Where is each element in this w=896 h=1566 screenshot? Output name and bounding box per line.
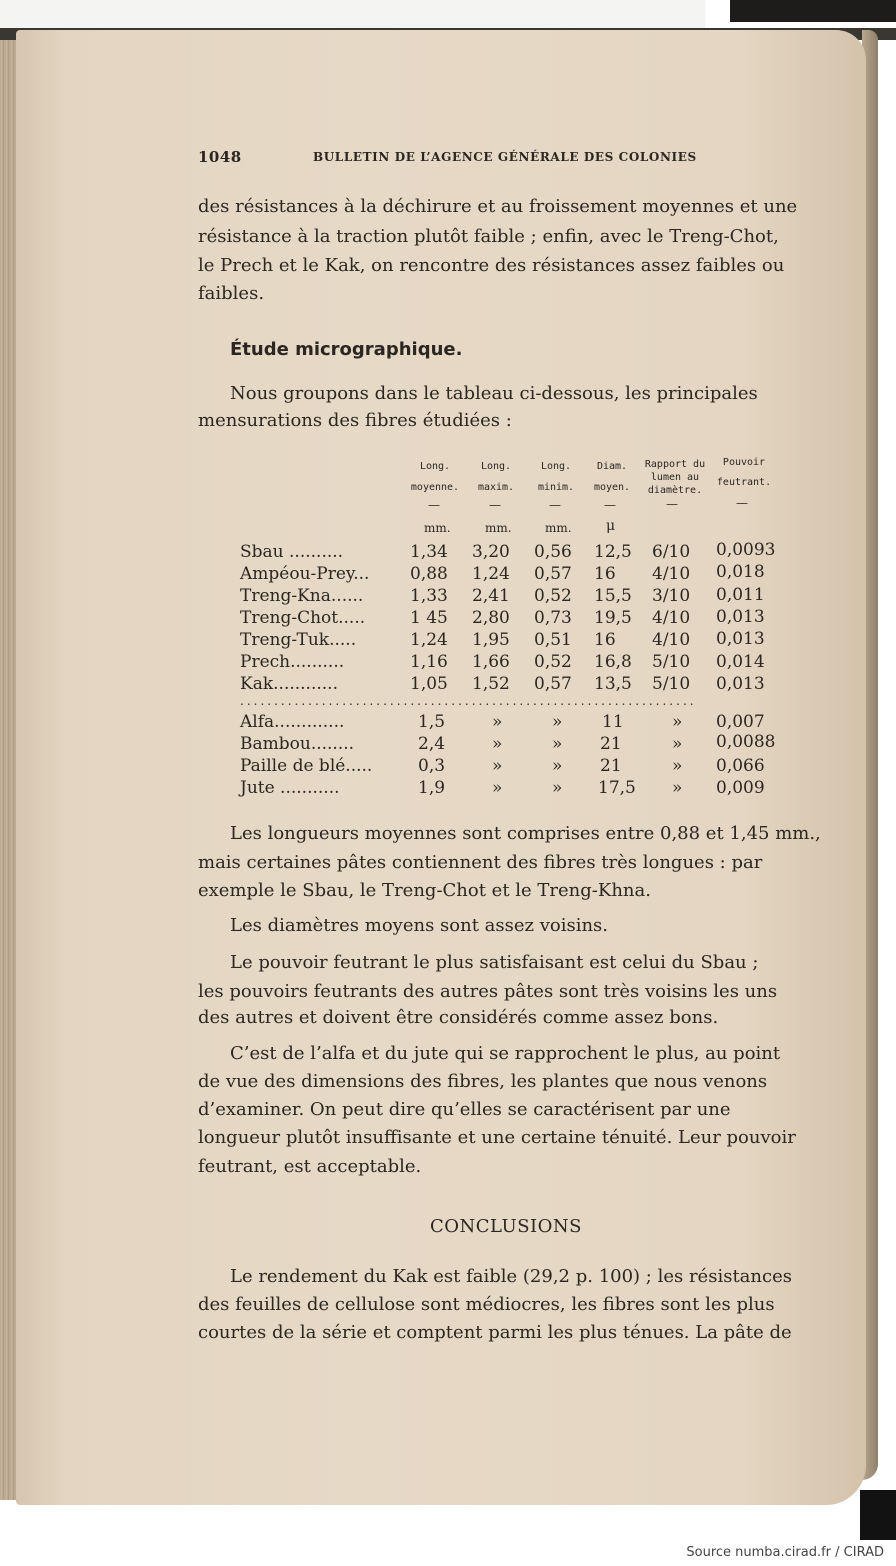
text-line: C’est de l’alfa et du jute qui se rapprochent le plus, au point	[230, 1043, 781, 1064]
text-line: d’examiner. On peut dire qu’elles se caractérisent par une	[198, 1099, 731, 1120]
text-line: feutrant, est acceptable.	[198, 1156, 422, 1177]
text-line: les pouvoirs feutrants des autres pâtes sont très voisins les uns	[198, 981, 778, 1002]
text-line: Le pouvoir feutrant le plus satisfaisant est celui du Sbau ;	[230, 952, 759, 973]
column-header: Long. minim.	[537, 461, 575, 493]
running-title: BULLETIN DE L’AGENCE GÉNÉRALE DES COLONIES	[313, 150, 697, 164]
header-dash: —	[604, 498, 616, 512]
header-dash: —	[549, 498, 561, 512]
text-line: des résistances à la déchirure et au froissement moyennes et une	[198, 196, 798, 217]
header-dash: —	[489, 498, 501, 512]
text-line: des feuilles de cellulose sont médiocres, les fibres sont les plus	[198, 1294, 775, 1315]
unit-label: μ	[606, 518, 616, 534]
column-header: Rapport du lumen au diamètre.	[644, 459, 706, 496]
text-line: exemple le Sbau, le Treng-Chot et le Treng-Khna.	[198, 880, 651, 901]
text-line: le Prech et le Kak, on rencontre des résistances assez faibles ou	[198, 255, 785, 276]
table-row: Jute ........... 1,9 » » 17,5 » 0,009	[240, 778, 765, 798]
page-header	[198, 148, 738, 168]
text-line: faibles.	[198, 283, 265, 304]
section-subheading: Étude micrographique.	[230, 339, 463, 360]
source-credit: Source numba.cirad.fr / CIRAD	[686, 1545, 884, 1560]
table-row: Kak............ 1,05 1,52 0,57 13,5 5/10 0,013	[240, 674, 765, 694]
header-dash: —	[736, 496, 748, 510]
table-row: Treng-Tuk..... 1,24 1,95 0,51 16 4/10 0,013	[240, 629, 765, 650]
table-row: Bambou........ 2,4 » » 21 » 0,0088	[240, 732, 776, 754]
header-dash: —	[428, 498, 440, 512]
background-dark-corner	[730, 0, 896, 22]
column-header: Pouvoir feutrant.	[716, 457, 772, 488]
column-header: Diam. moyen.	[593, 461, 631, 493]
conclusions-heading: CONCLUSIONS	[430, 1216, 582, 1237]
text-line: Nous groupons dans le tableau ci-dessous, les principales	[230, 383, 758, 404]
text-line: résistance à la traction plutôt faible ; enfin, avec le Treng-Chot,	[198, 226, 779, 247]
table-row: Treng-Kna...... 1,33 2,41 0,52 15,5 3/10 0,011	[240, 585, 765, 606]
text-line: Le rendement du Kak est faible (29,2 p. 100) ; les résistances	[230, 1266, 792, 1287]
table-row: Treng-Chot..... 1 45 2,80 0,73 19,5 4/10 0,013	[240, 607, 765, 628]
background-dark-bottom	[860, 1490, 896, 1540]
text-line: des autres et doivent être considérés comme assez bons.	[198, 1007, 719, 1028]
text-line: Les longueurs moyennes sont comprises entre 0,88 et 1,45 mm.,	[230, 823, 821, 844]
text-line: mais certaines pâtes contiennent des fibres très longues : par	[198, 852, 763, 873]
table-separator: ...................................................................	[240, 694, 697, 706]
table-row: Ampéou-Prey... 0,88 1,24 0,57 16 4/10 0,018	[240, 562, 765, 584]
table-row: Alfa............. 1,5 » » 11 » 0,007	[240, 712, 765, 732]
column-header: Long. moyenne.	[410, 461, 460, 493]
header-dash: —	[666, 497, 678, 511]
text-line: de vue des dimensions des fibres, les plantes que nous venons	[198, 1071, 768, 1092]
background-top	[0, 0, 705, 28]
table-row: Paille de blé..... 0,3 » » 21 » 0,066	[240, 756, 765, 776]
table-row: Sbau .......... 1,34 3,20 0,56 12,5 6/10 0,0093	[240, 540, 776, 562]
text-line: mensurations des fibres étudiées :	[198, 410, 512, 431]
text-line: longueur plutôt insuffisante et une certaine ténuité. Leur pouvoir	[198, 1127, 796, 1148]
page-number: 1048	[198, 148, 242, 166]
unit-label: mm.	[424, 521, 451, 535]
table-row: Prech.......... 1,16 1,66 0,52 16,8 5/10 0,014	[240, 652, 765, 672]
column-header: Long. maxim.	[477, 461, 515, 493]
unit-label: mm.	[545, 521, 572, 535]
text-line: Les diamètres moyens sont assez voisins.	[230, 915, 609, 936]
unit-label: mm.	[485, 521, 512, 535]
text-line: courtes de la série et comptent parmi les plus ténues. La pâte de	[198, 1322, 792, 1343]
